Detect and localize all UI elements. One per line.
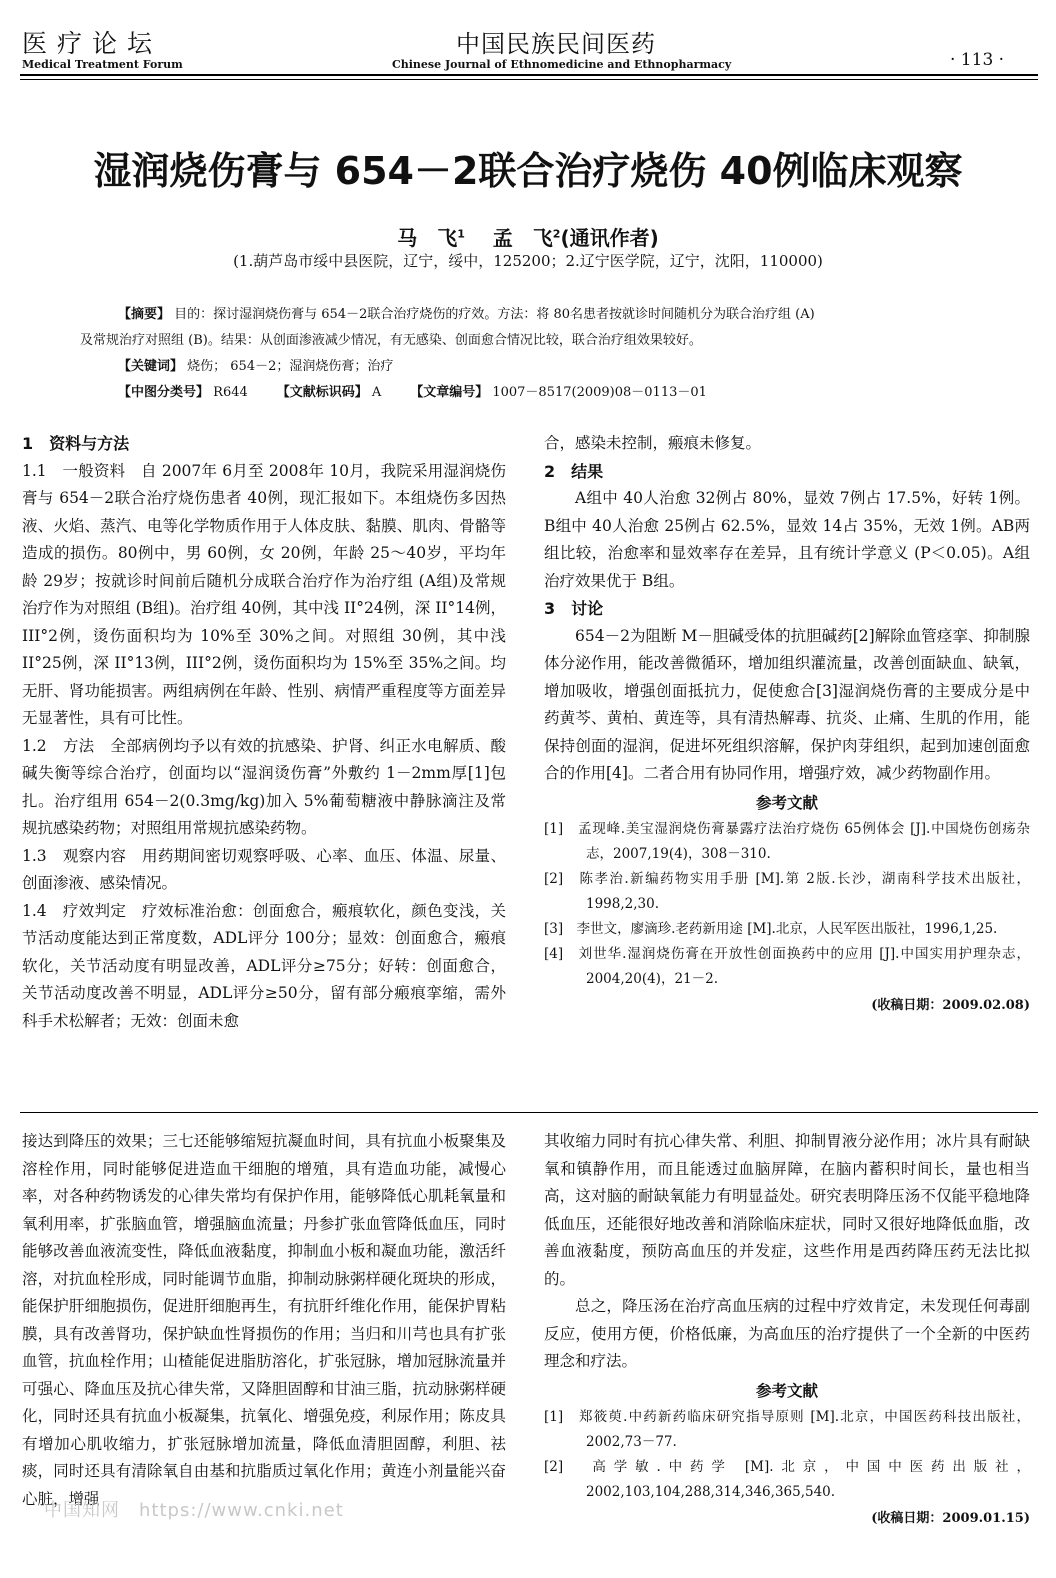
section-title: 医疗论坛 bbox=[22, 29, 163, 58]
section-3-heading: 3 讨论 bbox=[544, 599, 604, 618]
prev-article-paragraph-1: 其收缩力同时有抗心律失常、利胆、抑制胃液分泌作用；冰片具有耐缺氧和镇静作用，而且能透过血脑屏障，在脑内蓄积时间长，量也相当高，这对脑的耐缺氧能力有明显益处。研究表明降压汤不仅能平稳地降低血压，还能很好地改善和消除临床症状，同时又很好地降低血脂，改善血液黏度，预防高血压的并发症，这些作用是西药降压药无法比拟的。 bbox=[544, 1132, 1030, 1288]
right-column bbox=[544, 430, 1030, 1020]
reference-item: [2] 陈孝治.新编药物实用手册 [M].第 2版.长沙，湖南科学技术出版社，1998,2,30. bbox=[544, 871, 1030, 912]
prev-article-text: 接达到降压的效果；三七还能够缩短抗凝血时间，具有抗血小板聚集及溶栓作用，同时能够促进造血干细胞的增殖，具有造血功能，减慢心率，对各种药物诱发的心律失常均有保护作用，能够降低心肌耗氧量和氧利用率，扩张脑血管，增强脑血流量；丹参扩张血管降低血压，同时能够改善血液流变性，降低血液黏度，抑制血小板和凝血功能，激活纤溶，对抗血栓形成，同时能调节血脂，抑制动脉粥样硬化斑块的形成，能保护肝细胞损伤，促进肝细胞再生，有抗肝纤维化作用，能保护胃粘膜，具有改善肾功，保护缺血性肾损伤的作用；当归和川芎也具有扩张血管，抗血栓作用；山楂能促进脂肪溶化，扩张冠脉，增加冠脉流量并可强心、降血压及抗心律失常，又降胆固醇和甘油三脂，抗动脉粥样硬化，同时还具有抗血小板凝集，抗氧化、增强免疫，利尿作用；陈皮具有增加心肌收缩力，扩张冠脉增加流量，降低血清胆固醇，利胆、祛痰，同时还具有清除氧自由基和抗脂质过氧化作用；黄连小剂量能兴奋心脏，增强 bbox=[22, 1132, 506, 1508]
prev-reference-item: [1] 郑筱萸.中药新药临床研究指导原则 [M].北京，中国医药科技出版社，2002,73－77. bbox=[544, 1409, 1030, 1450]
author-1: 马 飞 bbox=[397, 226, 458, 250]
abstract-text-2: 及常规治疗对照组 (B)。结果：从创面渗液减少情况，有无感染、创面愈合情况比较，联合治疗组效果较好。 bbox=[80, 333, 702, 348]
classification-row bbox=[80, 380, 1030, 406]
prev-references-heading: 参考文献 bbox=[755, 1381, 818, 1400]
prev-article-left-column bbox=[22, 1128, 506, 1513]
keywords-text: 烧伤； 654－2；湿润烧伤膏；治疗 bbox=[187, 359, 394, 374]
author-line bbox=[0, 222, 1056, 251]
doc-code-label: 【文献标识码】 bbox=[276, 385, 368, 400]
abstract-block bbox=[80, 302, 1030, 406]
article-title: 湿润烧伤膏与 654－2联合治疗烧伤 40例临床观察 bbox=[93, 149, 963, 193]
reference-item: [3] 李世文，廖滴珍.老药新用途 [M].北京，人民军医出版社，1996,1,25. bbox=[544, 921, 998, 937]
page-number: · 113 · bbox=[950, 50, 1005, 70]
prev-reference-item: [2] 高学敏.中药学 [M].北京，中国中医药出版社，2002,103,104,288,314,346,365,540. bbox=[544, 1459, 1030, 1500]
abstract-row-1 bbox=[80, 302, 1030, 328]
header-rule-thin bbox=[20, 79, 1038, 80]
journal-title: 中国民族民间医药 bbox=[456, 30, 656, 58]
reference-item: [1] 孟现峰.美宝湿润烧伤膏暴露疗法治疗烧伤 65例体会 [J].中国烧伤创疡杂志，2007,19(4)，308－310. bbox=[544, 821, 1030, 862]
author-2: 孟 飞 bbox=[492, 226, 553, 250]
doc-code-value: A bbox=[371, 385, 382, 400]
discussion-paragraph: 654－2为阻断 M－胆碱受体的抗胆碱药[2]解除血管痉挛、抑制腺体分泌作用，能改善微循环，增加组织灌流量，改善创面缺血、缺氧，增加吸收，增强创面抵抗力，促使愈合[3]湿润烧伤膏的主要成分是中药黄芩、黄柏、黄连等，具有清热解毒、抗炎、止痛、生肌的作用，能保持创面的湿润，促进坏死组织溶解，保护肉芽组织，起到加速创面愈合的作用[4]。二者合用有协同作用，增强疗效，减少药物副作用。 bbox=[544, 626, 1030, 782]
keywords-row bbox=[80, 354, 1030, 380]
reference-item: [4] 刘世华.湿润烧伤膏在开放性创面换药中的应用 [J].中国实用护理杂志，2004,20(4)，21－2. bbox=[544, 946, 1030, 987]
article-number-label: 【文章编号】 bbox=[410, 385, 489, 400]
header-rule-thick bbox=[20, 74, 1038, 76]
prev-article-conclusion: 总之，降压汤在治疗高血压病的过程中疗效肯定，未发现任何毒副反应，使用方便，价格低廉，为高血压的治疗提供了一个全新的中医药理念和疗法。 bbox=[544, 1297, 1030, 1370]
abstract-text-1: 目的：探讨湿润烧伤膏与 654－2联合治疗烧伤的疗效。方法：将 80名患者按就诊时间随机分为联合治疗组 (A) bbox=[174, 307, 815, 322]
section-1-1: 1.1 一般资料 自 2007年 6月至 2008年 10月，我院采用湿润烧伤膏与 654－2联合治疗烧伤患者 40例，现汇报如下。本组烧伤多因热液、火焰、蒸汽、电等化学物质作用于人体皮肤、黏膜、肌肉、骨骼等造成的损伤。80例中，男 60例，女 20例，年龄 25～40岁，平均年龄 29岁；按就诊时间前后随机分成联合治疗作为治疗组 (A组)及常规治疗作为对照组 (B组)。治疗组 40例，其中浅 II°24例，深 II°14例，III°2例，烫伤面积均为 10%至 30%之间。对照组 30例，其中浅 II°25例，深 II°13例，III°2例，烫伤面积均为 15%至 35%之间。均无肝、肾功能损害。两组病例在年龄、性别、病情严重程度等方面差异无显著性，具有可比性。 bbox=[22, 461, 506, 727]
watermark: 中国知网 https://www.cnki.net bbox=[44, 1500, 344, 1521]
clc-value: R644 bbox=[213, 385, 248, 400]
left-column bbox=[22, 430, 506, 1035]
section-1-heading: 1 资料与方法 bbox=[22, 434, 130, 453]
section-2-heading: 2 结果 bbox=[544, 461, 604, 481]
section-1-2: 1.2 方法 全部病例均予以有效的抗感染、护肾、纠正水电解质、酸碱失衡等综合治疗，创面均以“湿润烫伤膏”外敷约 1－2mm厚[1]包扎。治疗组用 654－2(0.3mg/kg)加入 5%葡萄糖液中静脉滴注及常规抗感染药物；对照组用常规抗感染药物。 bbox=[22, 736, 506, 837]
corresponding-note: (通讯作者) bbox=[560, 226, 659, 250]
section-1-3: 1.3 观察内容 用药期间密切观察呼吸、心率、血压、体温、尿量、创面渗液、感染情况。 bbox=[22, 846, 506, 892]
section-1-4-continued: 合，感染未控制，瘢痕未修复。 bbox=[544, 434, 762, 452]
prev-received-date: (收稿日期：2009.01.15) bbox=[871, 1511, 1030, 1526]
section-title-en: Medical Treatment Forum bbox=[22, 58, 183, 71]
author-1-affil: 1 bbox=[457, 227, 465, 241]
keywords-label: 【关键词】 bbox=[118, 359, 184, 374]
article-number-value: 1007－8517(2009)08－0113－01 bbox=[492, 385, 707, 400]
results-paragraph: A组中 40人治愈 32例占 80%，显效 7例占 17.5%，好转 1例。B组中 40人治愈 25例占 62.5%，显效 14占 35%，无效 1例。AB两组比较，治愈率和显效率存在差异，且有统计学意义 (P＜0.05)。A组治疗效果优于 B组。 bbox=[544, 489, 1030, 590]
clc-label: 【中图分类号】 bbox=[118, 385, 210, 400]
section-1-4: 1.4 疗效判定 疗效标准治愈：创面愈合，瘢痕软化，颜色变浅，关节活动度能达到正常度数，ADL评分 100分；显效：创面愈合，瘢痕软化，关节活动度有明显改善，ADL评分≥75分；好转：创面愈合，关节活动度改善不明显，ADL评分≥50分，留有部分瘢痕挛缩，需外科手术松解者；无效：创面未愈 bbox=[22, 901, 506, 1030]
received-date: (收稿日期：2009.02.08) bbox=[871, 998, 1030, 1013]
article-separator bbox=[20, 1112, 1038, 1113]
author-2-affil: 2 bbox=[552, 227, 561, 241]
journal-title-en: Chinese Journal of Ethnomedicine and Ethnopharmacy bbox=[392, 58, 732, 71]
affiliation: (1.葫芦岛市绥中县医院，辽宁，绥中，125200；2.辽宁医学院，辽宁，沈阳，110000) bbox=[233, 252, 823, 270]
references-heading: 参考文献 bbox=[755, 793, 818, 812]
prev-article-right-column bbox=[544, 1128, 1030, 1533]
abstract-label: 【摘要】 bbox=[118, 307, 171, 322]
